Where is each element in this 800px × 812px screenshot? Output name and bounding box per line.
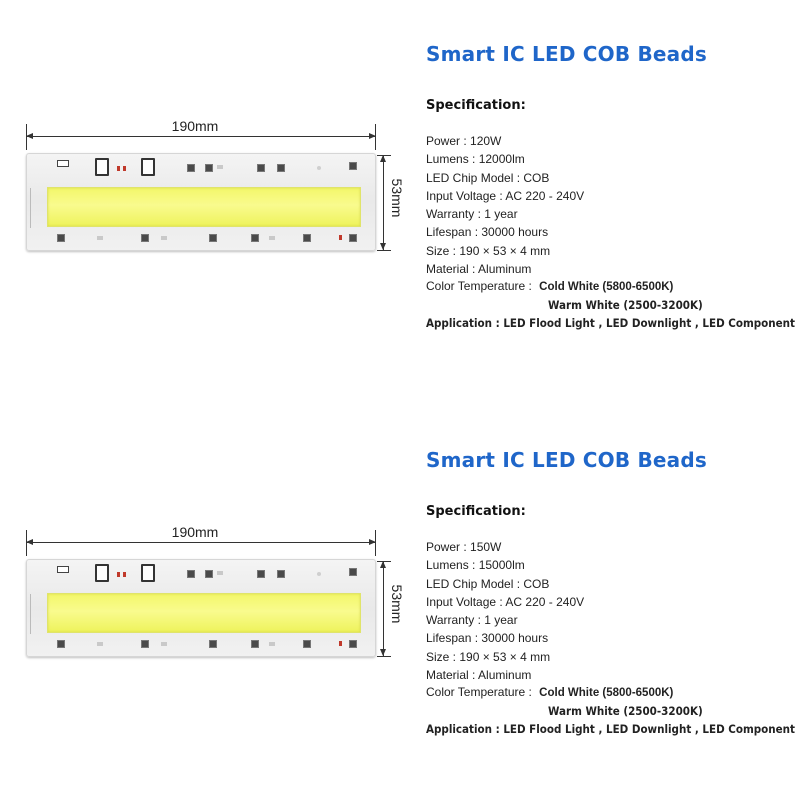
- height-dimension-tick-bottom: [377, 656, 391, 657]
- board-component: [349, 162, 357, 170]
- board-pad: [161, 642, 167, 646]
- height-dimension-tick-bottom: [377, 250, 391, 251]
- spec-warranty: Warranty : 1 year: [426, 613, 518, 628]
- spec-material: Material : Aluminum: [426, 262, 532, 277]
- board-component: [257, 164, 265, 172]
- led-emitter-strip: [47, 187, 361, 227]
- board-component: [349, 640, 357, 648]
- color-temperature-label: Color Temperature :: [426, 279, 532, 293]
- spec-power: Power : 150W: [426, 540, 502, 554]
- board-component: [339, 641, 342, 646]
- board-component: [117, 166, 120, 171]
- board-component: [339, 235, 342, 240]
- color-temperature-warm: Warm White (2500-3200K): [548, 298, 703, 312]
- color-temperature-warm: Warm White (2500-3200K): [548, 704, 703, 718]
- spec-lumens: Lumens : 12000lm: [426, 152, 525, 167]
- spec-input-voltage: Input Voltage : AC 220 - 240V: [426, 594, 585, 609]
- led-emitter-strip: [47, 593, 361, 633]
- board-component: [141, 564, 155, 582]
- board-component: [123, 166, 126, 171]
- board-pad: [97, 642, 103, 646]
- board-component: [95, 564, 109, 582]
- board-pad: [269, 642, 275, 646]
- spec-input-voltage: Input Voltage : AC 220 - 240V: [426, 188, 585, 203]
- board-component: [123, 572, 126, 577]
- board-component: [251, 640, 259, 648]
- board-pad: [161, 236, 167, 240]
- spec-power: Power : 120W: [426, 134, 502, 148]
- spec-chip-model: LED Chip Model : COB: [426, 576, 550, 591]
- cob-led-board-image: [26, 153, 376, 251]
- board-pad: [217, 165, 223, 169]
- spec-size: Size : 190 × 53 × 4 mm: [426, 243, 551, 258]
- cob-led-board-image: [26, 559, 376, 657]
- board-component: [303, 640, 311, 648]
- board-silkscreen: [30, 594, 41, 634]
- spec-list: [426, 132, 584, 278]
- board-pad: [217, 571, 223, 575]
- width-dimension-label: 190mm: [171, 524, 219, 540]
- spec-material: Material : Aluminum: [426, 668, 532, 683]
- board-silkscreen: [30, 188, 41, 228]
- board-component: [95, 158, 109, 176]
- board-component: [187, 570, 195, 578]
- spec-application: Application : LED Flood Light , LED Downlight , LED Component: [426, 316, 795, 330]
- board-pad: [269, 236, 275, 240]
- board-component: [257, 570, 265, 578]
- board-component: [57, 566, 69, 573]
- height-dimension-line: [383, 561, 384, 656]
- board-component: [117, 572, 120, 577]
- color-temperature-cold: Cold White (5800-6500K): [539, 687, 674, 699]
- board-component: [349, 234, 357, 242]
- board-hole: [317, 572, 321, 576]
- specification-heading: Specification:: [426, 98, 526, 113]
- board-component: [187, 164, 195, 172]
- spec-lifespan: Lifespan : 30000 hours: [426, 225, 549, 240]
- spec-lifespan: Lifespan : 30000 hours: [426, 631, 549, 646]
- board-component: [205, 570, 213, 578]
- board-component: [141, 234, 149, 242]
- board-component: [57, 640, 65, 648]
- board-component: [277, 570, 285, 578]
- board-component: [141, 158, 155, 176]
- specification-heading: Specification:: [426, 504, 526, 519]
- board-component: [57, 234, 65, 242]
- spec-chip-model: LED Chip Model : COB: [426, 170, 550, 185]
- spec-color-temperature: [426, 279, 673, 293]
- product-title: Smart IC LED COB Beads: [426, 42, 707, 66]
- board-component: [57, 160, 69, 167]
- product-title: Smart IC LED COB Beads: [426, 448, 707, 472]
- width-dimension-line: [26, 136, 376, 137]
- spec-color-temperature: [426, 685, 673, 699]
- color-temperature-cold: Cold White (5800-6500K): [539, 281, 674, 293]
- board-component: [303, 234, 311, 242]
- product-section-2: [0, 406, 800, 812]
- board-component: [349, 568, 357, 576]
- width-dimension-line: [26, 542, 376, 543]
- spec-application: Application : LED Flood Light , LED Downlight , LED Component: [426, 722, 795, 736]
- board-component: [251, 234, 259, 242]
- board-component: [209, 234, 217, 242]
- width-dimension-label: 190mm: [171, 118, 219, 134]
- board-component: [141, 640, 149, 648]
- spec-size: Size : 190 × 53 × 4 mm: [426, 649, 551, 664]
- spec-list: [426, 538, 584, 684]
- board-pad: [97, 236, 103, 240]
- board-component: [277, 164, 285, 172]
- height-dimension-label: 53mm: [389, 178, 405, 218]
- board-hole: [317, 166, 321, 170]
- height-dimension-label: 53mm: [389, 584, 405, 624]
- spec-lumens: Lumens : 15000lm: [426, 558, 525, 573]
- board-component: [205, 164, 213, 172]
- color-temperature-label: Color Temperature :: [426, 685, 532, 699]
- spec-warranty: Warranty : 1 year: [426, 207, 518, 222]
- height-dimension-line: [383, 155, 384, 250]
- board-component: [209, 640, 217, 648]
